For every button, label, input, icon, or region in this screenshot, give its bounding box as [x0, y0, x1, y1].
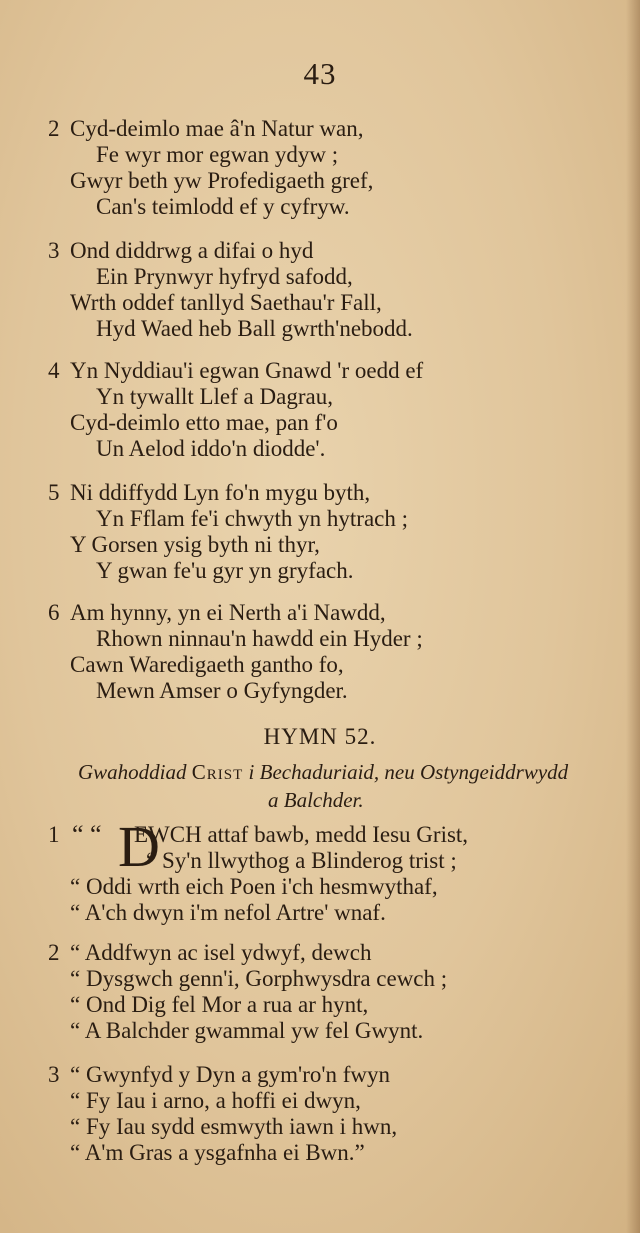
verse-line: Fe wyr mor egwan ydyw ;	[96, 142, 339, 167]
verse-line: 3 “ Gwynfyd y Dyn a gym'ro'n fwyn	[48, 1062, 391, 1087]
opening-quote: “ “	[72, 820, 102, 849]
verse-line: 1 EWCH attaf bawb, medd Iesu Grist,	[48, 822, 469, 847]
verse-line: Hyd Waed heb Ball gwrth'nebodd.	[96, 316, 413, 341]
verse-line: Yn Fflam fe'i chwyth yn hytrach ;	[96, 506, 409, 531]
verse-line: “ A Balchder gwammal yw fel Gwynt.	[70, 1018, 424, 1043]
verse-line: “ Sy'n llwythog a Blinderog trist ;	[146, 848, 457, 873]
stanza-number: 3	[48, 1062, 60, 1087]
verse-line: Wrth oddef tanllyd Saethau'r Fall,	[70, 290, 382, 315]
verse-line: Can's teimlodd ef y cyfryw.	[96, 194, 350, 219]
verse-line: Mewn Amser o Gyfyngder.	[96, 678, 348, 703]
verse-line: Yn tywallt Llef a Dagrau,	[96, 384, 333, 409]
verse-line: “ Fy Iau sydd esmwyth iawn i hwn,	[70, 1114, 398, 1139]
hymn-subtitle: Gwahoddiad Crist i Bechaduriaid, neu Ostyngeiddrwydd	[78, 760, 569, 784]
stanza-number: 4	[48, 358, 60, 383]
stanza	[48, 358, 638, 462]
stanza-number: 1	[48, 822, 60, 847]
verse-line: Cawn Waredigaeth gantho fo,	[70, 652, 344, 677]
stanza-number: 2	[48, 940, 60, 965]
verse-line: Rhown ninnau'n hawdd ein Hyder ;	[96, 626, 423, 651]
verse-line: 2 “ Addfwyn ac isel ydwyf, dewch	[48, 940, 372, 965]
verse-line: 4 Yn Nyddiau'i egwan Gnawd 'r oedd ef	[48, 358, 424, 383]
verse-line: Y Gorsen ysig byth ni thyr,	[70, 532, 320, 557]
stanza-number: 2	[48, 116, 60, 141]
stanza	[48, 1062, 638, 1166]
verse-line: 2 Cyd-deimlo mae â'n Natur wan,	[48, 116, 364, 141]
stanza-number: 3	[48, 238, 60, 263]
stanza-number: 6	[48, 600, 60, 625]
verse-line: “ Ond Dig fel Mor a rua ar hynt,	[70, 992, 369, 1017]
verse-line: “ Fy Iau i arno, a hoffi ei dwyn,	[70, 1088, 361, 1113]
stanza	[48, 116, 638, 220]
stanza-number: 5	[48, 480, 60, 505]
stanza	[48, 238, 638, 342]
verse-line: “ Oddi wrth eich Poen i'ch hesmwythaf,	[70, 874, 438, 899]
verse-line: “ A'ch dwyn i'm nefol Artre' wnaf.	[70, 900, 386, 925]
verse-line: Gwyr beth yw Profedigaeth gref,	[70, 168, 374, 193]
hymn-subtitle-line-2: a Balchder.	[268, 788, 364, 812]
verse-line: 6 Am hynny, yn ei Nerth a'i Nawdd,	[48, 600, 386, 625]
verse-line: 3 Ond diddrwg a difai o hyd	[48, 238, 314, 263]
drop-cap: D	[118, 814, 160, 879]
stanza	[48, 940, 638, 1044]
page-number: 43	[303, 56, 337, 91]
verse-line: Ein Prynwyr hyfryd safodd,	[96, 264, 353, 289]
verse-line: “ Dysgwch genn'i, Gorphwysdra cewch ;	[70, 966, 448, 991]
verse-line: Un Aelod iddo'n diodde'.	[96, 436, 326, 461]
verse-line: Y gwan fe'u gyr yn gryfach.	[96, 558, 354, 583]
verse-line: “ A'm Gras a ysgafnha ei Bwn.”	[70, 1140, 365, 1165]
verse-line: Cyd-deimlo etto mae, pan f'o	[70, 410, 338, 435]
stanza	[48, 480, 638, 584]
verse-line: 5 Ni ddiffydd Lyn fo'n mygu byth,	[48, 480, 371, 505]
hymn-title: HYMN 52.	[263, 724, 377, 749]
stanza	[48, 600, 638, 704]
